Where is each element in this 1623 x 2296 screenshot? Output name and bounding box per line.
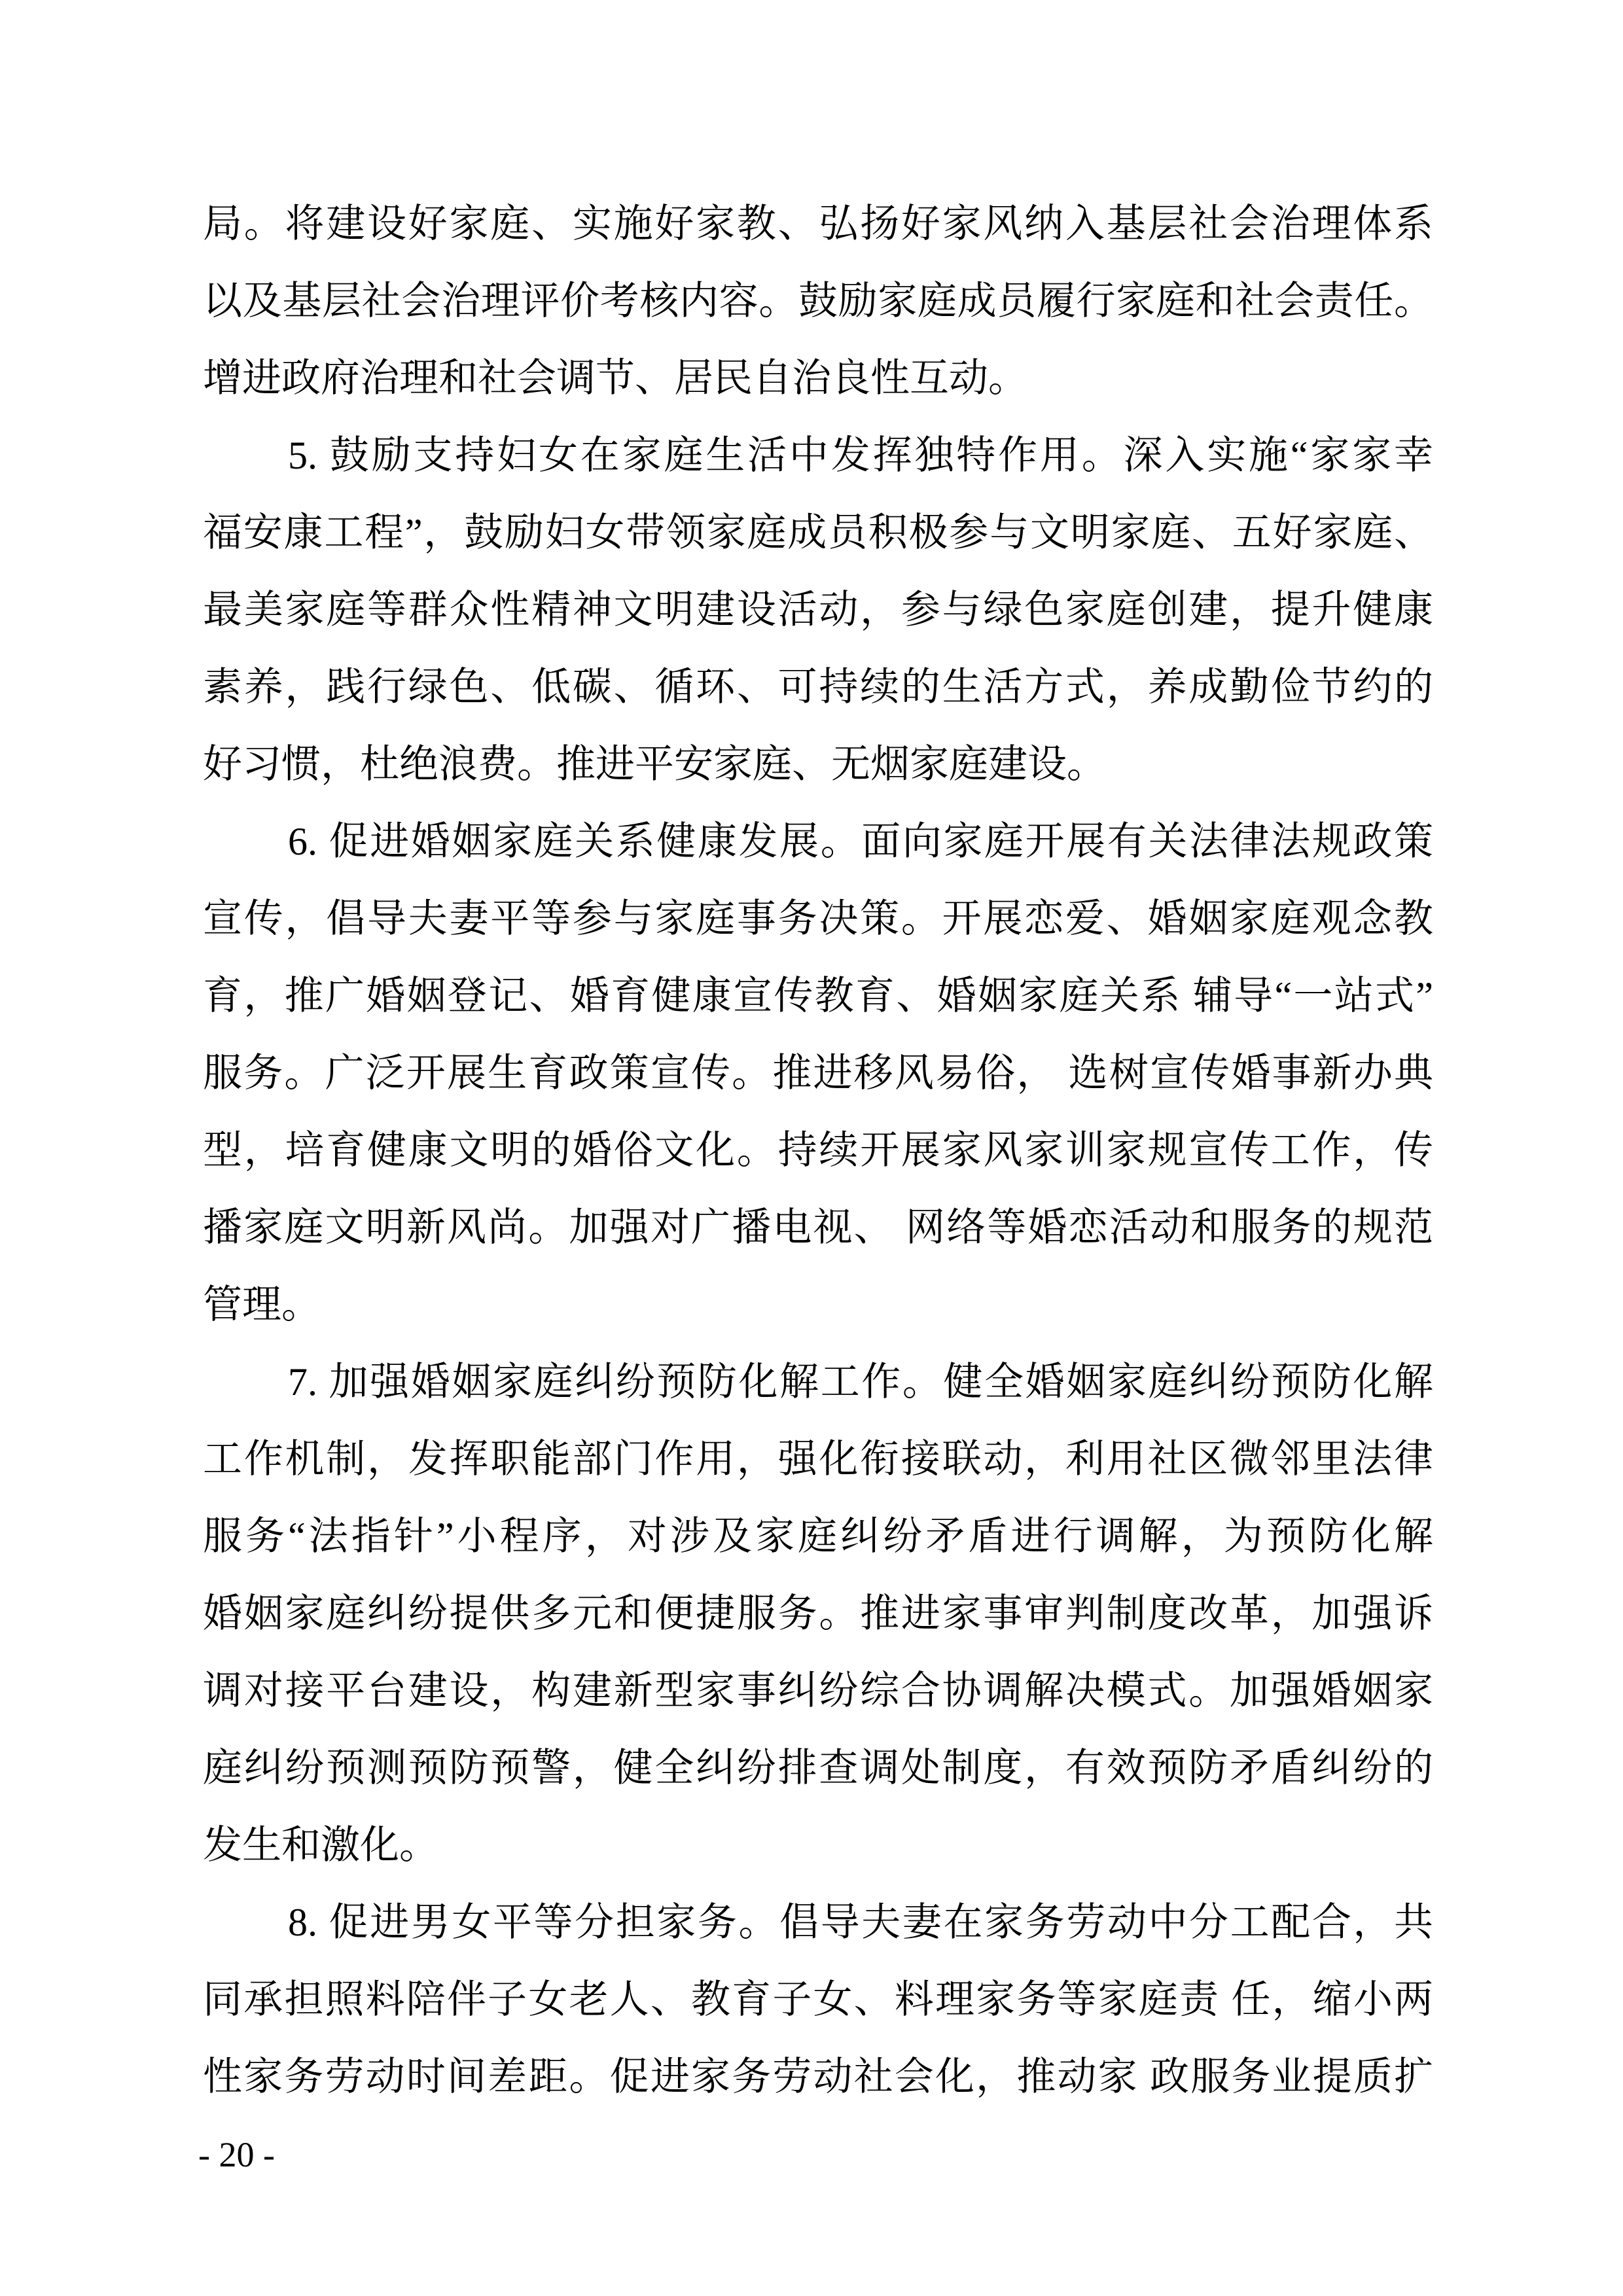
text-line: 宣传，倡导夫妻平等参与家庭事务决策。开展恋爱、婚姻家庭观念教	[203, 897, 1433, 940]
text-line: 同承担照料陪伴子女老人、教育子女、料理家务等家庭责 任，缩小两	[203, 1978, 1433, 2021]
text-line: 最美家庭等群众性精神文明建设活动，参与绿色家庭创建，提升健康	[203, 588, 1433, 631]
text-line: 5. 鼓励支持妇女在家庭生活中发挥独特作用。深入实施“家家幸	[288, 434, 1433, 477]
text-line: 播家庭文明新风尚。加强对广播电视、 网络等婚恋活动和服务的规范	[203, 1206, 1433, 1249]
text-line: 调对接平台建设，构建新型家事纠纷综合协调解决模式。加强婚姻家	[203, 1669, 1433, 1712]
text-line: 型，培育健康文明的婚俗文化。持续开展家风家训家规宣传工作，传	[203, 1129, 1433, 1172]
text-line: 7. 加强婚姻家庭纠纷预防化解工作。健全婚姻家庭纠纷预防化解	[288, 1360, 1433, 1404]
page-number: - 20 -	[198, 2135, 275, 2174]
text-line: 服务“法指针”小程序，对涉及家庭纠纷矛盾进行调解，为预防化解	[203, 1515, 1433, 1558]
text-line: 管理。	[203, 1283, 321, 1326]
text-line: 以及基层社会治理评价考核内容。鼓励家庭成员履行家庭和社会责任。	[203, 279, 1433, 323]
text-line: 好习惯，杜绝浪费。推进平安家庭、无烟家庭建设。	[203, 743, 1106, 786]
text-line: 服务。广泛开展生育政策宣传。推进移风易俗， 选树宣传婚事新办典	[203, 1051, 1433, 1095]
text-line: 育，推广婚姻登记、婚育健康宣传教育、婚姻家庭关系 辅导“一站式”	[203, 974, 1433, 1017]
document-body	[203, 185, 1433, 2115]
text-line: 工作机制，发挥职能部门作用，强化衔接联动，利用社区微邻里法律	[203, 1438, 1433, 1481]
text-line: 庭纠纷预测预防预警，健全纠纷排查调处制度，有效预防矛盾纠纷的	[203, 1746, 1433, 1790]
text-line: 素养，践行绿色、低碳、循环、可持续的生活方式，养成勤俭节约的	[203, 665, 1433, 709]
text-line: 发生和激化。	[203, 1824, 438, 1867]
text-line: 福安康工程”，鼓励妇女带领家庭成员积极参与文明家庭、五好家庭、	[203, 511, 1433, 554]
text-line: 局。将建设好家庭、实施好家教、弘扬好家风纳入基层社会治理体系	[203, 202, 1433, 245]
text-line: 6. 促进婚姻家庭关系健康发展。面向家庭开展有关法律法规政策	[288, 820, 1433, 863]
text-line: 婚姻家庭纠纷提供多元和便捷服务。推进家事审判制度改革，加强诉	[203, 1592, 1433, 1635]
text-line: 性家务劳动时间差距。促进家务劳动社会化，推动家 政服务业提质扩	[203, 2055, 1433, 2098]
text-line: 8. 促进男女平等分担家务。倡导夫妻在家务劳动中分工配合，共	[288, 1901, 1433, 1944]
text-line: 增进政府治理和社会调节、居民自治良性互动。	[203, 357, 1027, 400]
